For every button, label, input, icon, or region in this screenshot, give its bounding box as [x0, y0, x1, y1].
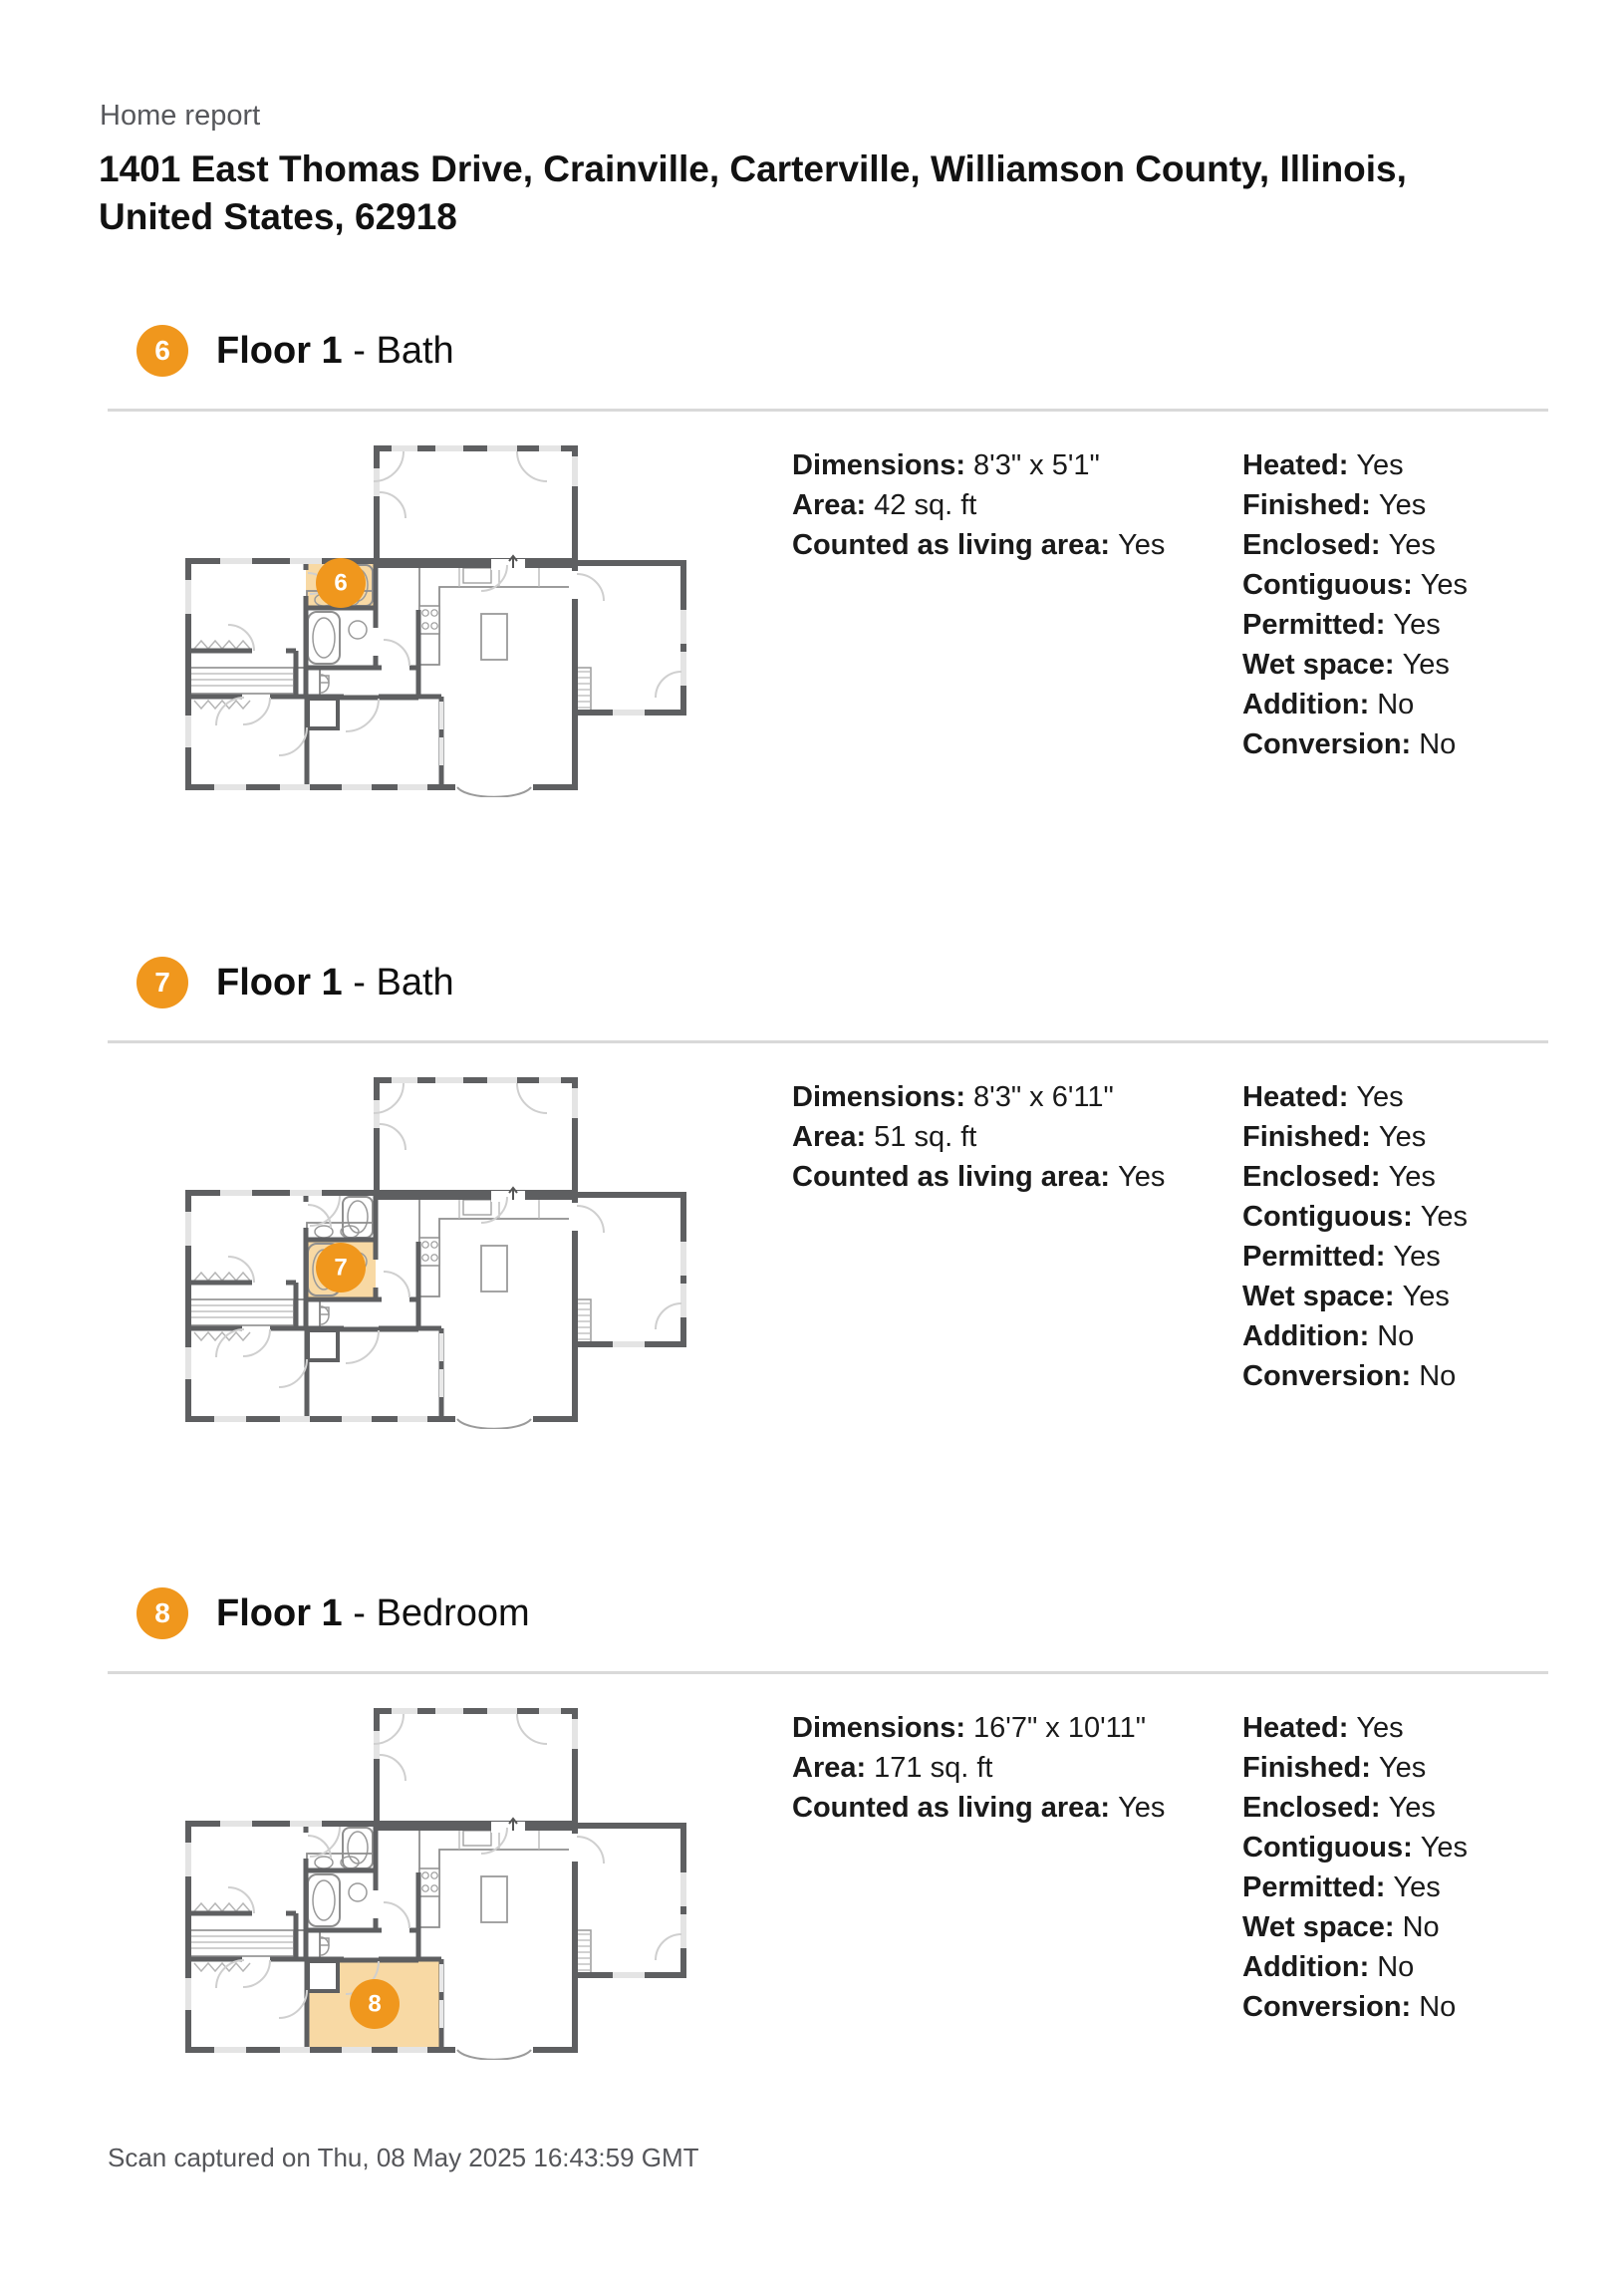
fact-line-label: Counted as living area:	[792, 1792, 1111, 1824]
attribute-line-value: No	[1419, 1360, 1457, 1392]
attribute-line-label: Addition:	[1242, 1951, 1370, 1983]
attribute-line-label: Contiguous:	[1242, 1201, 1413, 1233]
plan-room-badge	[316, 558, 366, 608]
svg-text:7: 7	[334, 1254, 348, 1282]
attribute-line-value: No	[1377, 1951, 1415, 1983]
attribute-line-value: No	[1402, 1911, 1440, 1943]
fact-line-value: 42 sq. ft	[874, 489, 977, 521]
attribute-line-value: Yes	[1356, 1081, 1404, 1113]
section-floor1-bath-7	[0, 957, 1623, 1515]
section-divider	[108, 409, 1548, 412]
attribute-line-label: Heated:	[1242, 449, 1349, 481]
attribute-line	[1242, 1788, 1468, 1828]
fact-line-label: Area:	[792, 489, 867, 521]
attribute-line-label: Conversion:	[1242, 728, 1412, 760]
attribute-line-value: Yes	[1402, 1281, 1450, 1312]
attributes-column	[1242, 1077, 1468, 1396]
section-title	[216, 957, 454, 1008]
attribute-line-label: Wet space:	[1242, 1281, 1395, 1312]
room-label: Bedroom	[376, 1592, 530, 1634]
fact-line-value: Yes	[1118, 1792, 1166, 1824]
section-title	[216, 325, 454, 377]
attribute-line-label: Wet space:	[1242, 1911, 1395, 1943]
attribute-line-value: Yes	[1356, 449, 1404, 481]
attribute-line	[1242, 1316, 1468, 1356]
attribute-line-value: No	[1419, 728, 1457, 760]
fact-line-value: 8'3" x 6'11"	[973, 1081, 1114, 1113]
section-floor1-bedroom-8	[0, 1587, 1623, 2146]
fact-line-label: Dimensions:	[792, 1081, 966, 1113]
attribute-line	[1242, 1828, 1468, 1867]
fact-line-value: Yes	[1118, 1161, 1166, 1193]
attribute-line	[1242, 1867, 1468, 1907]
floor-plan-figure	[95, 430, 692, 797]
fact-line	[792, 1117, 1165, 1157]
section-floor1-bath-6	[0, 325, 1623, 883]
attribute-line	[1242, 445, 1468, 485]
attribute-line-label: Conversion:	[1242, 1360, 1412, 1392]
fact-line-value: 16'7" x 10'11"	[973, 1712, 1147, 1744]
report-eyebrow: Home report	[100, 100, 261, 132]
section-badge	[136, 325, 188, 377]
fact-line-value: Yes	[1118, 529, 1166, 561]
attribute-line-value: Yes	[1420, 1201, 1469, 1233]
floor-plan-figure	[95, 1693, 692, 2060]
fact-line-value: 51 sq. ft	[874, 1121, 977, 1153]
attributes-column	[1242, 445, 1468, 764]
fact-line-label: Dimensions:	[792, 449, 966, 481]
attribute-line-label: Wet space:	[1242, 649, 1395, 681]
attribute-line-value: Yes	[1356, 1712, 1404, 1744]
attribute-line	[1242, 565, 1468, 605]
attribute-line-label: Addition:	[1242, 689, 1370, 720]
fact-line	[792, 445, 1165, 485]
section-divider	[108, 1671, 1548, 1674]
attribute-line	[1242, 1708, 1468, 1748]
attribute-line-label: Enclosed:	[1242, 529, 1381, 561]
section-badge-number: 7	[154, 967, 170, 998]
attribute-line-label: Finished:	[1242, 1752, 1371, 1784]
floor-plan-svg	[95, 1062, 692, 1429]
attribute-line-value: No	[1377, 1320, 1415, 1352]
attribute-line-label: Heated:	[1242, 1081, 1349, 1113]
attribute-line	[1242, 1077, 1468, 1117]
section-divider	[108, 1040, 1548, 1043]
attribute-line	[1242, 1987, 1468, 2027]
attribute-line-value: No	[1419, 1991, 1457, 2023]
attribute-line-value: Yes	[1402, 649, 1450, 681]
title-dash: -	[353, 1592, 366, 1634]
fact-line	[792, 1788, 1165, 1828]
attribute-line-value: Yes	[1378, 489, 1427, 521]
attribute-line	[1242, 1197, 1468, 1237]
attribute-line	[1242, 685, 1468, 724]
attribute-line-label: Heated:	[1242, 1712, 1349, 1744]
attribute-line	[1242, 1947, 1468, 1987]
section-badge	[136, 957, 188, 1008]
section-badge-number: 6	[154, 335, 170, 366]
fact-line-label: Area:	[792, 1121, 867, 1153]
attribute-line-value: No	[1377, 689, 1415, 720]
attribute-line	[1242, 1748, 1468, 1788]
attribute-line	[1242, 724, 1468, 764]
attribute-line-label: Addition:	[1242, 1320, 1370, 1352]
attribute-line	[1242, 1356, 1468, 1396]
fact-line-value: 171 sq. ft	[874, 1752, 993, 1784]
attribute-line	[1242, 645, 1468, 685]
attribute-line	[1242, 605, 1468, 645]
attribute-line-value: Yes	[1420, 569, 1469, 601]
plan-room-badge	[350, 1979, 400, 2029]
floor-plan-svg	[95, 430, 692, 797]
plan-room-badge	[316, 1243, 366, 1292]
svg-text:6: 6	[334, 569, 348, 597]
section-badge-number: 8	[154, 1597, 170, 1628]
title-dash: -	[353, 330, 366, 372]
attribute-line	[1242, 1157, 1468, 1197]
attribute-line	[1242, 1907, 1468, 1947]
attribute-line-label: Finished:	[1242, 1121, 1371, 1153]
fact-line	[792, 1157, 1165, 1197]
fact-line-label: Counted as living area:	[792, 1161, 1111, 1193]
attribute-line-label: Permitted:	[1242, 1241, 1386, 1273]
attribute-line-value: Yes	[1388, 1792, 1436, 1824]
title-dash: -	[353, 962, 366, 1004]
attribute-line-label: Finished:	[1242, 489, 1371, 521]
section-title	[216, 1587, 530, 1639]
attribute-line-label: Contiguous:	[1242, 1832, 1413, 1864]
attribute-line-value: Yes	[1388, 529, 1436, 561]
fact-line	[792, 1708, 1165, 1748]
attribute-line	[1242, 485, 1468, 525]
floor-plan-figure	[95, 1062, 692, 1429]
attribute-line	[1242, 1277, 1468, 1316]
fact-line-label: Counted as living area:	[792, 529, 1111, 561]
attribute-line-value: Yes	[1420, 1832, 1469, 1864]
attribute-line	[1242, 1117, 1468, 1157]
attribute-line-value: Yes	[1393, 609, 1441, 641]
facts-column	[792, 445, 1165, 565]
attribute-line-label: Permitted:	[1242, 1871, 1386, 1903]
attribute-line-label: Contiguous:	[1242, 569, 1413, 601]
fact-line-label: Area:	[792, 1752, 867, 1784]
floor-label: Floor 1	[216, 962, 343, 1004]
floor-label: Floor 1	[216, 330, 343, 372]
attribute-line-value: Yes	[1378, 1752, 1427, 1784]
attribute-line-label: Permitted:	[1242, 609, 1386, 641]
floor-plan-svg	[95, 1693, 692, 2060]
facts-column	[792, 1708, 1165, 1828]
scan-capture-note: Scan captured on Thu, 08 May 2025 16:43:59 GMT	[108, 2143, 699, 2172]
fact-line	[792, 1077, 1165, 1117]
room-label: Bath	[376, 962, 454, 1004]
report-address: 1401 East Thomas Drive, Crainville, Carterville, Williamson County, Illinois, United States, 62918	[99, 148, 1407, 237]
fact-line	[792, 485, 1165, 525]
attribute-line-label: Conversion:	[1242, 1991, 1412, 2023]
attribute-line-value: Yes	[1388, 1161, 1436, 1193]
attribute-line-value: Yes	[1378, 1121, 1427, 1153]
section-badge	[136, 1587, 188, 1639]
attributes-column	[1242, 1708, 1468, 2027]
attribute-line-value: Yes	[1393, 1871, 1441, 1903]
fact-line	[792, 1748, 1165, 1788]
fact-line	[792, 525, 1165, 565]
attribute-line	[1242, 1237, 1468, 1277]
room-label: Bath	[376, 330, 454, 372]
floor-label: Floor 1	[216, 1592, 343, 1634]
attribute-line-label: Enclosed:	[1242, 1792, 1381, 1824]
attribute-line-value: Yes	[1393, 1241, 1441, 1273]
attribute-line-label: Enclosed:	[1242, 1161, 1381, 1193]
fact-line-label: Dimensions:	[792, 1712, 966, 1744]
attribute-line	[1242, 525, 1468, 565]
fact-line-value: 8'3" x 5'1"	[973, 449, 1100, 481]
facts-column	[792, 1077, 1165, 1197]
svg-text:8: 8	[368, 1990, 382, 2018]
